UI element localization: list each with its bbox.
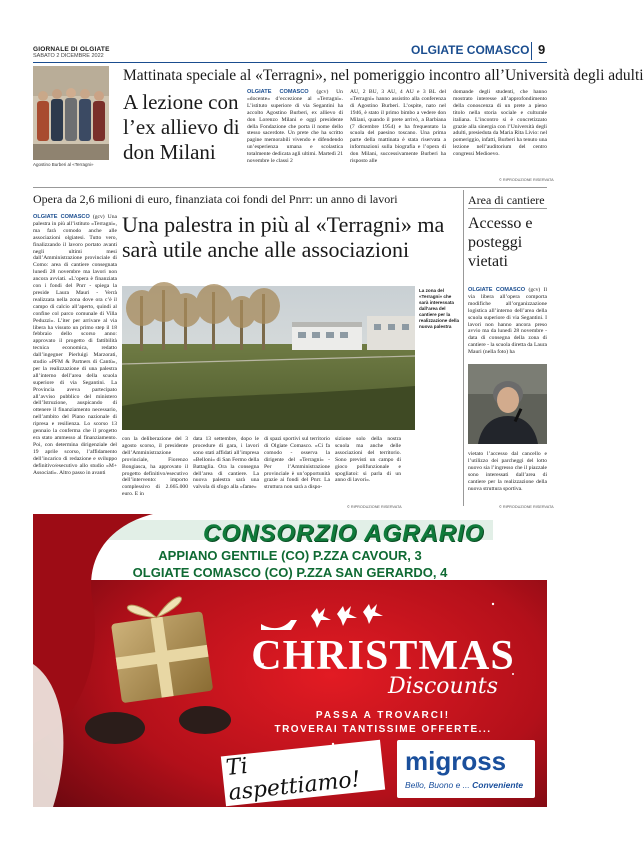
- portrait-illustration: [468, 364, 547, 444]
- side-story-text: [468, 287, 547, 356]
- migross-slogan: [405, 780, 523, 790]
- burberi-group-photo: [33, 66, 109, 160]
- location-tag: OLGIATE COMASCO: [468, 287, 526, 293]
- principal-portrait-photo: [468, 364, 547, 444]
- issue-date: SABATO 2 DICEMBRE 2022: [33, 53, 104, 59]
- top-story-kicker: Mattinata speciale al «Terragni», nel pomeriggio incontro all’Università degli adulti: [123, 67, 644, 84]
- ad-address-olgiate: OLGIATE COMASCO (CO) P.ZZA SAN GERARDO, 4: [132, 565, 448, 580]
- advertisement: [33, 514, 547, 807]
- school-field-photo: [122, 286, 415, 430]
- copyright-note: © RIPRODUZIONE RISERVATA: [499, 505, 554, 509]
- main-story-headline: Una palestra in più al «Terragni» ma sarà utile anche alle associazioni: [122, 212, 445, 262]
- field-photo-illustration: [122, 286, 415, 430]
- side-story-kicker: Area di cantiere: [468, 193, 545, 207]
- main-story-kicker: Opera da 2,6 milioni di euro, finanziata coi fondi del Pnrr: un anno di lavori: [33, 192, 398, 206]
- ad-offers-line: TROVERAI TANTISSIME OFFERTE...: [274, 724, 492, 735]
- discounts-script: Discounts: [388, 674, 498, 699]
- column-divider: [463, 190, 464, 506]
- copyright-note: © RIPRODUZIONE RISERVATA: [499, 178, 554, 182]
- ti-aspettiamo-signature: Ti aspettiamo!: [221, 740, 385, 806]
- top-story-column-1: [247, 89, 343, 165]
- migross-logo: migross: [405, 746, 507, 776]
- newspaper-name: GIORNALE DI OLGIATE: [33, 46, 110, 53]
- ad-invite-line: PASSA A TROVARCI!: [315, 710, 451, 721]
- location-tag: OLGIATE COMASCO: [247, 89, 309, 95]
- main-story-column-4: di spazi sportivi sul territorio di Olgiate Comasco. «Ci fa comodo - osserva la dirigente del «Terragni» - Per l’Amministrazione provinciale è un’opportunità grazie ai fondi del Pnrr. La struttura non sarà a dispo-: [264, 436, 330, 491]
- main-story-column-2: con la deliberazione del 3 agosto scorso, il presidente dell’Amministrazione provinciale, Fiorenzo Bongiasca, ha approvato il progetto definitivo/esecutivo dell’intervento: importo complessivo di 2.665.000 euro. E in: [122, 436, 188, 498]
- main-story-column-3: data 13 settembre, dopo le procedure di gara, i lavori sono stati affidati all’impresa «Belloni» di San Fermo della Battaglia. Ora la consegna dell’area di cantiere. La nuova palestra sarà una valvola di sfogo alla «fame»: [193, 436, 259, 491]
- article-text: (gcv) Una palestra in più all’istituto «Terragni», ma farà comodo anche alle associazioni olgiatesi. Tutto vero, finalizzando il lavoro portato avanti negli ultimi mesi dall’Amministrazione provinciale di Como: area di cantiere consegnata lunedì 28 novembre ma lavori non ancora avviati. «L’opera è finanziata con i fondi del Pnrr - spiega la preside Laura Mauri - Verrà realizzata nella zona dove ora c’è il campo di calcio all’aperto, quindi al confine col parco comunale di Villa Peduzzi». L’iter per arrivare al via libera ha vissuto un primo step il 18 febbraio dello scorso anno: approvato il progetto di fattibilità tecnica economica, redatto dall’ingegner Pierluigi Marzorati, studio «PFM & Partners di Cantù», per la realizzazione di una palestra all’interno dell’area della scuola superiore di via Segantini. La Provincia aveva partecipato all’avviso pubblico del ministero dell’Istruzione, auspicando di ottenere il finanziamento necessario, nell’ambito del Piano nazionale di ripresa e resilienza. Lo scorso 13 gennaio la conferma che il progetto era stato ammesso al finanziamento. Poi, con determina dirigenziale del 19 aprile scorso, l’affidamento dell’incarico di redazione e sviluppo definitivo/esecutivo allo studio «M+ Associati». Altro passo in avanti: [33, 214, 117, 476]
- section-rule: [33, 187, 547, 188]
- article-text: (gcv) Il via libera all’opera comporta modifiche all’organizzazione logistica all’interno dell’area della scuola superiore di via Segantini. I lavori non hanno ancora preso avvio ma da lunedì 28 novembre - data di consegna della zona di cantiere - la scuola diretta da Laura Mauri (nella foto) ha: [468, 287, 548, 356]
- side-story-headline: Accesso e posteggi vietati: [468, 215, 533, 270]
- migross-logo-panel: [397, 740, 535, 798]
- slogan-part-1: Bello, Buono e ...: [405, 780, 473, 790]
- header-divider: [531, 42, 532, 60]
- photo-caption: Agostino Burberi al «Terragni»: [33, 162, 94, 167]
- side-rule: [468, 208, 547, 209]
- side-story-text-continued: vietato l’accesso dal cancello e l’utilizzo dei parcheggi del lotto nuovo sia l’ingresso che il piazzale sono interessati dall’area di cantiere per la realizzazione della nuova struttura sportiva.: [468, 451, 547, 492]
- ad-address-appiano: APPIANO GENTILE (CO) P.ZZA CAVOUR, 3: [158, 548, 422, 563]
- christmas-title: CHRISTMAS: [251, 633, 515, 679]
- main-story-column-5: sizione solo della nostra scuola ma anche delle associazioni del territorio. Sono previsti un campo di gioco polifunzionale e spogliatoi: si parla di un anno di lavori».: [335, 436, 401, 484]
- copyright-note: © RIPRODUZIONE RISERVATA: [347, 505, 402, 509]
- top-story-column-2: AU, 2 BU, 3 AU, 4 AU e 3 BL del «Terragni» hanno assistito alla conferenza di Agostino Burberi. L’ospite, nato nel 1946, è stato il primo bimbo a vedere don Milani, quando il prete arrivò, a Barbiana (7 dicembre 1954) e ha frequentato la scuola del paesino toscano. Una prima parte della mattinata è stata riservata a informazioni sulla biografia e l’opera di don Milani, successivamente Burberi ha risposto alle: [350, 89, 446, 165]
- top-story-headline: A lezione con l’ex allievo di don Milani: [123, 90, 240, 164]
- location-tag: OLGIATE COMASCO: [33, 214, 90, 220]
- main-story-column-1: [33, 214, 117, 476]
- slogan-part-2: Conveniente: [472, 780, 524, 790]
- top-story-column-3: domande degli studenti, che hanno mostrato interesse all’approfondimento della conoscenza di un prete a pieno titolo nella storia sociale e culturale italiana. L’incontro si è concretizzato grazie alla sinergia con l’Università degli adulti, presieduta da Maria Rita Livio: nel pomeriggio, infatti, Burberi ha tenuto una lezione nell’auditorium del centro congressi Medioevo.: [453, 89, 547, 158]
- group-photo-illustration: [33, 66, 109, 160]
- header-rule: [33, 62, 547, 63]
- article-text: (gcv) Un «docente» d’eccezione al «Terragni». L’istituto superiore di via Segantini ha accolto Agostino Burberi, ex allievo di don Lorenzo Milani e oggi presidente della Fondazione che porta il nome dello stesso sacerdote. Un prete che ha scritto pagine memorabili vivendo e difendendo un’esperienza umana e scolastica totalmente dedicata agli ultimi. Martedì 21 novembre le classi 2: [247, 89, 343, 165]
- photo-caption: La zona del «Terragni» che sarà interessata dall’area del cantiere per la realizzazione della nuova palestra: [419, 288, 460, 329]
- consorzio-agrario-logo: CONSORZIO AGRARIO: [203, 520, 485, 547]
- section-title: OLGIATE COMASCO: [411, 43, 530, 57]
- page-number: 9: [538, 42, 546, 57]
